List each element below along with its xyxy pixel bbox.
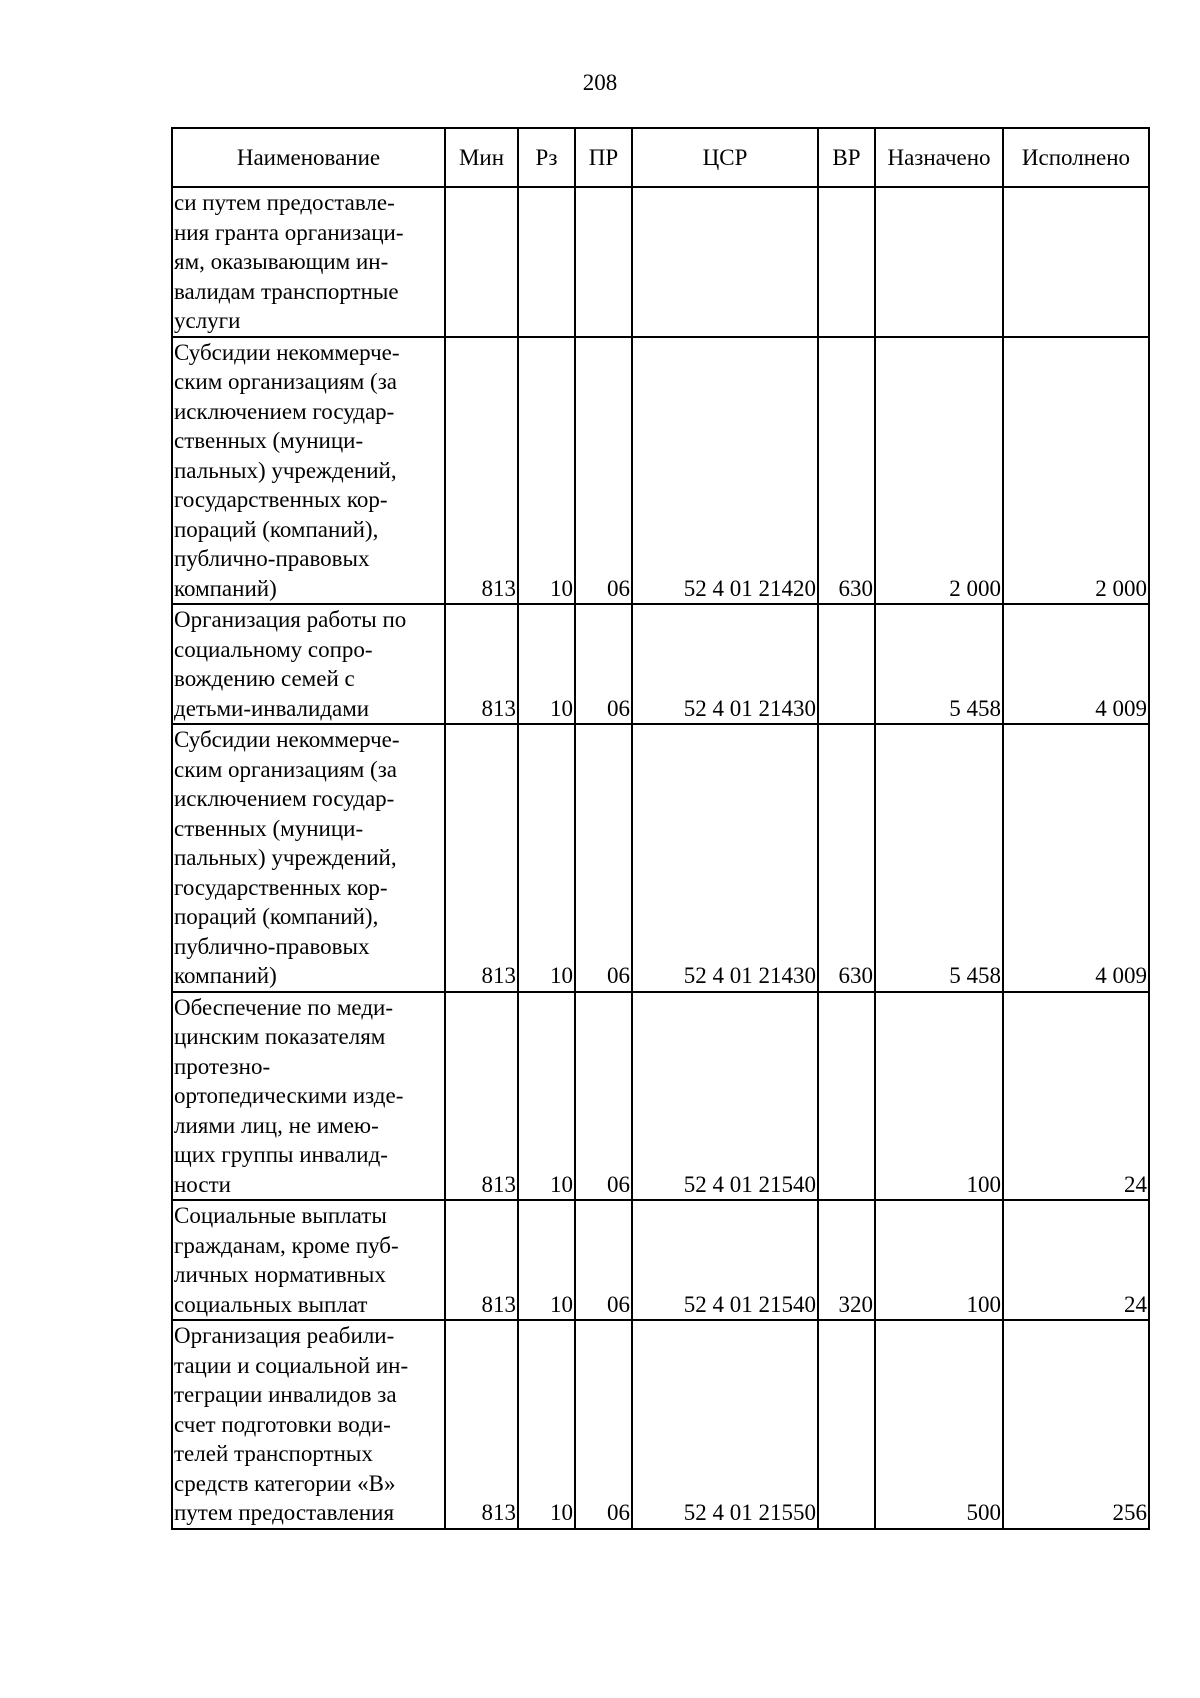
row-name: Субсидии некоммерче- ским организациям (за исключением государ- ственных (муници- пальных) учреждений, государственных кор- пораций (компаний), публично-правовых компаний): [172, 337, 445, 605]
row-pr: 06: [575, 1200, 632, 1320]
header-csr: ЦСР: [632, 128, 818, 187]
table-header-row: [172, 128, 1149, 187]
row-min: 813: [445, 724, 518, 992]
row-name: Субсидии некоммерче- ским организациям (за исключением государ- ственных (муници- пальных) учреждений, государственных кор- пораций (компаний), публично-правовых компаний): [172, 724, 445, 992]
row-vr: 320: [818, 1200, 875, 1320]
row-csr: [632, 187, 818, 337]
row-csr: 52 4 01 21540: [632, 1200, 818, 1320]
row-rz: 10: [518, 604, 575, 724]
row-ispolneno: 24: [1003, 1200, 1149, 1320]
row-csr: 52 4 01 21550: [632, 1320, 818, 1529]
row-name: Организация работы по социальному сопро- вождению семей с детьми-инвалидами: [172, 604, 445, 724]
row-ispolneno: [1003, 187, 1149, 337]
table-row: [172, 337, 1149, 605]
row-vr: 630: [818, 724, 875, 992]
row-rz: 10: [518, 337, 575, 605]
row-naznacheno: 5 458: [875, 604, 1003, 724]
budget-table: [171, 127, 1150, 1530]
table-row: [172, 187, 1149, 337]
header-pr: ПР: [575, 128, 632, 187]
row-min: 813: [445, 992, 518, 1201]
row-csr: 52 4 01 21420: [632, 337, 818, 605]
table-row: [172, 992, 1149, 1201]
row-ispolneno: 4 009: [1003, 604, 1149, 724]
row-pr: 06: [575, 1320, 632, 1529]
row-min: 813: [445, 604, 518, 724]
row-naznacheno: [875, 187, 1003, 337]
row-rz: 10: [518, 992, 575, 1201]
table-row: [172, 604, 1149, 724]
row-ispolneno: 24: [1003, 992, 1149, 1201]
row-rz: 10: [518, 1200, 575, 1320]
row-naznacheno: 2 000: [875, 337, 1003, 605]
header-vr: ВР: [818, 128, 875, 187]
row-csr: 52 4 01 21540: [632, 992, 818, 1201]
row-naznacheno: 100: [875, 992, 1003, 1201]
row-rz: 10: [518, 1320, 575, 1529]
header-naznacheno: Назначено: [875, 128, 1003, 187]
row-name: Обеспечение по меди- цинским показателям протезно- ортопедическими изде- лиями лиц, не имею- щих группы инвалид- ности: [172, 992, 445, 1201]
table-row: [172, 724, 1149, 992]
row-name: Социальные выплаты гражданам, кроме пуб- личных нормативных социальных выплат: [172, 1200, 445, 1320]
header-min: Мин: [445, 128, 518, 187]
row-min: 813: [445, 1320, 518, 1529]
row-pr: 06: [575, 337, 632, 605]
row-min: 813: [445, 1200, 518, 1320]
row-ispolneno: 4 009: [1003, 724, 1149, 992]
row-vr: [818, 187, 875, 337]
table-row: [172, 1200, 1149, 1320]
row-rz: [518, 187, 575, 337]
row-naznacheno: 100: [875, 1200, 1003, 1320]
row-naznacheno: 5 458: [875, 724, 1003, 992]
row-ispolneno: 2 000: [1003, 337, 1149, 605]
row-rz: 10: [518, 724, 575, 992]
row-pr: 06: [575, 992, 632, 1201]
row-pr: 06: [575, 604, 632, 724]
row-vr: [818, 1320, 875, 1529]
row-csr: 52 4 01 21430: [632, 724, 818, 992]
row-vr: [818, 992, 875, 1201]
row-name: Организация реабили- тации и социальной ин- теграции инвалидов за счет подготовки води- телей транспортных средств категории «В» путем предоставления: [172, 1320, 445, 1529]
row-vr: 630: [818, 337, 875, 605]
row-naznacheno: 500: [875, 1320, 1003, 1529]
page-number: 208: [582, 70, 618, 95]
row-pr: 06: [575, 724, 632, 992]
row-vr: [818, 604, 875, 724]
header-name: Наименование: [172, 128, 445, 187]
row-ispolneno: 256: [1003, 1320, 1149, 1529]
row-name: си путем предоставле- ния гранта организаци- ям, оказывающим ин- валидам транспортные услуги: [172, 187, 445, 337]
row-min: 813: [445, 337, 518, 605]
row-csr: 52 4 01 21430: [632, 604, 818, 724]
header-rz: Рз: [518, 128, 575, 187]
row-min: [445, 187, 518, 337]
header-ispolneno: Исполнено: [1003, 128, 1149, 187]
row-pr: [575, 187, 632, 337]
table-row: [172, 1320, 1149, 1529]
